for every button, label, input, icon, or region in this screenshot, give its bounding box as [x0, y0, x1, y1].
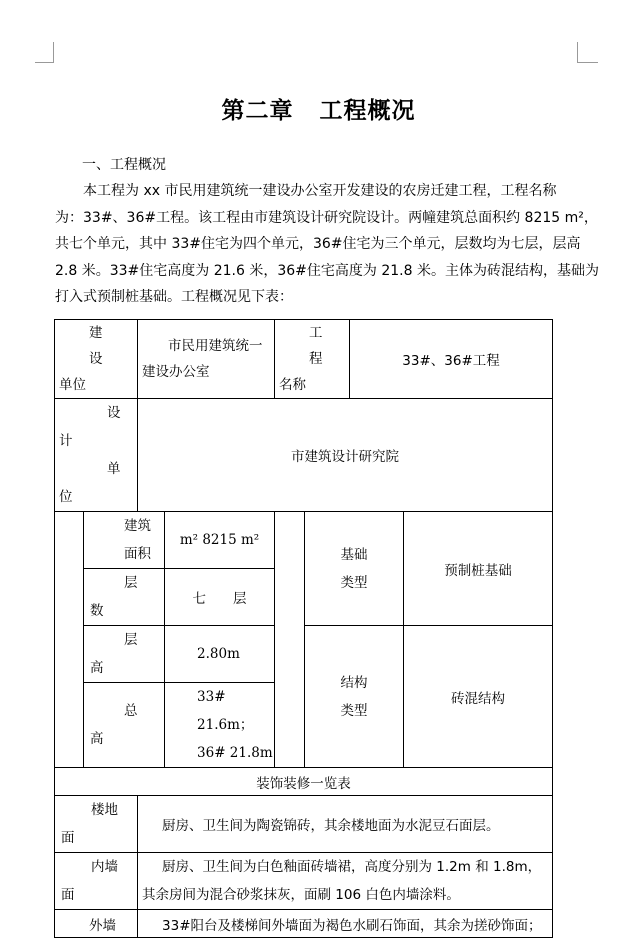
table-blank-cell	[55, 512, 84, 768]
table-row	[55, 512, 553, 569]
project-overview-table	[54, 319, 553, 938]
table-blank-cell	[275, 512, 305, 768]
structure-label: 结构 类型	[305, 626, 404, 768]
chapter-title	[0, 92, 637, 125]
crop-mark-top-right	[577, 42, 598, 63]
floors-label: 层 数	[84, 569, 165, 626]
outer-wall-label: 外墙	[55, 910, 138, 938]
paragraph-line: 本工程为 xx 市民用建筑统一建设办公室开发建设的农房迁建工程，工程名称	[83, 183, 557, 199]
floors-value: 七 层	[165, 569, 275, 626]
inner-wall-label: 内墙 面	[55, 853, 138, 910]
inner-wall-value: 厨房、卫生间为白色釉面砖墙裙，高度分别为 1.2m 和 1.8m， 其余房间为混合砂浆抹灰，面刷 106 白色内墙涂料。	[138, 853, 553, 910]
project-name-label: 工 程 名称	[275, 320, 350, 399]
builder-label: 建 设 单位	[55, 320, 138, 399]
foundation-label: 基础 类型	[305, 512, 404, 626]
area-value: m² 8215 m²	[165, 512, 275, 569]
storey-height-label: 层 高	[84, 626, 165, 683]
area-label: 建筑 面积	[84, 512, 165, 569]
finish-table-heading: 装饰装修一览表	[55, 768, 553, 796]
foundation-value: 预制桩基础	[404, 512, 553, 626]
overview-paragraph	[55, 178, 599, 311]
structure-value: 砖混结构	[404, 626, 553, 768]
storey-height-value: 2.80m	[165, 626, 275, 683]
paragraph-line: 2.8 米。33#住宅高度为 21.6 米，36#住宅高度为 21.8 米。主体为砖混结构，基础为	[55, 262, 599, 279]
outer-wall-value: 33#阳台及楼梯间外墙面为褐色水刷石饰面，其余为搓砂饰面；	[138, 910, 553, 938]
crop-mark-top-left	[35, 42, 54, 63]
floor-finish-value: 厨房、卫生间为陶瓷锦砖，其余楼地面为水泥豆石面层。	[138, 796, 553, 853]
chapter-number: 第二章	[221, 98, 294, 124]
table-row	[55, 768, 553, 796]
builder-value: 市民用建筑统一 建设办公室	[138, 320, 275, 399]
total-height-label: 总 高	[84, 683, 165, 768]
floor-finish-label: 楼地 面	[55, 796, 138, 853]
paragraph-line: 为：33#、36#工程。该工程由市建筑设计研究院设计。两幢建筑总面积约 8215 m²，	[55, 209, 598, 226]
table-row	[55, 910, 553, 938]
designer-value: 市建筑设计研究院	[138, 399, 553, 512]
paragraph-line: 共七个单元，其中 33#住宅为四个单元，36#住宅为三个单元，层数均为七层，层高	[55, 236, 581, 252]
total-height-value: 33# 21.6m； 36# 21.8m	[165, 683, 275, 768]
chapter-name: 工程概况	[319, 98, 416, 124]
table-row	[55, 320, 553, 399]
table-row	[55, 399, 553, 512]
section-heading: 一、工程概况	[82, 157, 166, 173]
project-name-value: 33#、36#工程	[350, 320, 553, 399]
designer-label: 设 计 单 位	[55, 399, 138, 512]
paragraph-line: 打入式预制桩基础。工程概况见下表：	[55, 289, 293, 305]
table-row	[55, 796, 553, 853]
